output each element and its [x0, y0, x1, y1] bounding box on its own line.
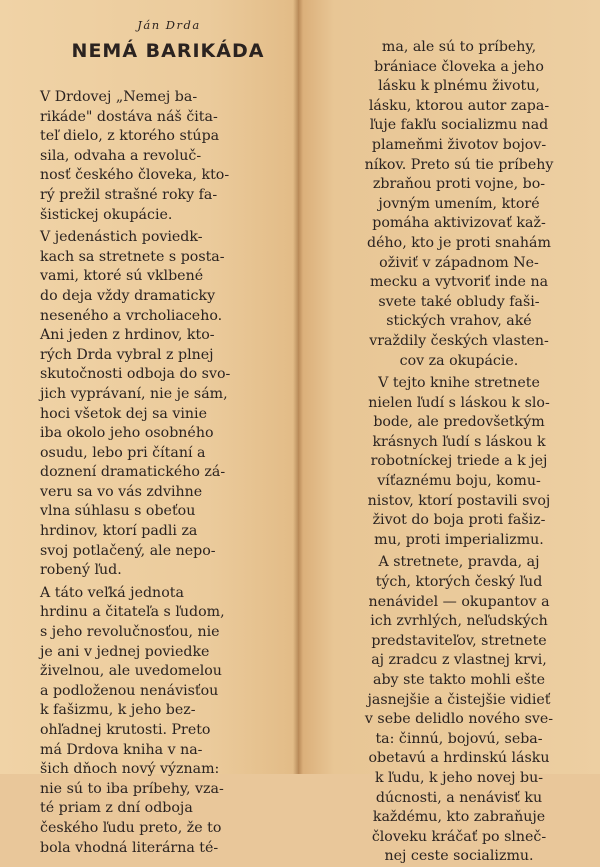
text-line: oživiť v západnom Ne-: [379, 254, 539, 271]
text-line: aj zradcu z vlastnej krvi,: [371, 652, 547, 669]
text-line: rý prežil strašné roky fa-: [40, 186, 218, 203]
text-line: víťaznému boju, komu-: [377, 473, 541, 490]
text-line: zbraňou proti vojne, bo-: [372, 176, 546, 193]
text-line: cov za okupácie.: [399, 352, 519, 369]
text-line: pomáha aktivizovať kaž-: [372, 215, 546, 232]
text-line: dého, kto je proti snahám: [367, 234, 551, 251]
text-line: brániace človeka a jeho: [374, 58, 544, 75]
text-line: sila, odvaha a revoluč-: [40, 147, 202, 164]
text-line: človeku kráčať po slneč-: [371, 828, 547, 845]
text-line: nielen ľudí s láskou k slo-: [368, 394, 550, 411]
text-line: ich zvrhlých, neľudských: [370, 613, 548, 630]
text-line: predstaviteľov, stretnete: [371, 632, 547, 649]
text-line: stických vrahov, aké: [386, 313, 532, 330]
text-line: hrdinu a čitateľa s ľudom,: [40, 604, 225, 621]
text-line: ma, ale sú to príbehy,: [381, 39, 537, 55]
text-line: nistov, ktorí postavili svoj: [367, 492, 551, 509]
text-line: aby ste takto mohli ešte: [373, 672, 545, 688]
right-column: [332, 38, 586, 867]
text-line: krásnych ľudí s láskou k: [372, 433, 546, 450]
text-line: vami, ktoré sú vklbené: [40, 268, 204, 285]
text-line: V Drdovej „Nemej ba-: [40, 89, 198, 105]
text-line: bode, ale predovšetkým: [373, 414, 545, 431]
text-line: jasnejšie a čistejšie vidieť: [367, 691, 551, 708]
text-line: jovným umením, ktoré: [378, 195, 540, 212]
text-line: níkov. Preto sú tie príbehy: [364, 156, 554, 173]
text-line: život do boja proti fašiz-: [372, 512, 546, 529]
author-name: Ján Drda: [137, 18, 201, 32]
text-line: má Drdova kniha v na-: [40, 741, 203, 758]
text-line: v sebe delidlo nového sve-: [364, 711, 554, 728]
text-line: V tejto knihe stretnete: [378, 375, 540, 392]
paragraph: [40, 88, 288, 225]
text-line: bola vhodná literárna té-: [40, 839, 219, 856]
text-line: rikáde" dostáva náš čita-: [40, 108, 218, 125]
paragraph: [332, 374, 586, 550]
text-line: lásku k plnému životu,: [378, 78, 540, 95]
text-line: robotníckej triede a k jej: [370, 453, 548, 470]
text-line: V jedenástich poviedk-: [40, 229, 203, 246]
text-line: mecku a vytvoriť inde na: [369, 274, 549, 291]
text-line: do deja vždy dramaticky: [40, 287, 216, 304]
paragraph: [40, 584, 288, 858]
text-line: a podloženou nenávisťou: [40, 682, 219, 699]
page-gutter: [293, 0, 303, 774]
text-line: vraždily českých vlasten-: [369, 332, 549, 349]
text-line: je ani v jednej poviedke: [40, 643, 210, 660]
left-column: [40, 88, 288, 858]
text-line: jich vyprávaní, nie je sám,: [40, 385, 228, 402]
text-line: robený ľud.: [40, 562, 122, 579]
text-line: svete také obludy faši-: [378, 293, 540, 310]
left-page: [0, 0, 298, 856]
text-line: každému, kto zabraňuje: [372, 809, 546, 826]
text-line: vlna súhlasu s obeťou: [40, 503, 196, 520]
text-line: osudu, lebo pri čítaní a: [40, 444, 206, 461]
text-line: dúcnosti, a nenávisť ku: [375, 789, 543, 806]
text-line: A táto veľká jednota: [40, 584, 184, 601]
text-line: hrdinov, ktorí padli za: [40, 523, 198, 540]
text-line: ľuje fakľu socializmu nad: [369, 117, 549, 134]
text-line: tých, ktorých český ľud: [375, 574, 543, 591]
text-line: Ani jeden z hrdinov, kto-: [40, 327, 215, 344]
text-line: A stretnete, pravda, aj: [378, 554, 540, 571]
text-line: ohľadnej krutosti. Preto: [40, 722, 211, 738]
text-line: šistickej okupácie.: [40, 206, 173, 223]
text-line: té priam z dní odboja: [40, 800, 193, 817]
text-line: k ľudu, k jeho novej bu-: [374, 769, 544, 786]
text-line: lásku, ktorou autor zapa-: [368, 97, 550, 114]
paragraph: [332, 38, 586, 371]
text-line: iba okolo jeho osobného: [40, 425, 214, 442]
text-line: nenávidel — okupantov a: [368, 593, 550, 610]
text-line: šich dňoch nový význam:: [40, 761, 220, 778]
text-line: kach sa stretnete s posta-: [40, 248, 225, 265]
text-line: nej ceste socializmu.: [384, 848, 534, 865]
text-line: teľ dielo, z ktorého stúpa: [40, 128, 220, 145]
article-title: NEMÁ BARIKÁDA: [71, 40, 265, 62]
text-line: ta: činnú, bojovú, seba-: [375, 730, 543, 747]
text-line: nosť českého človeka, kto-: [40, 167, 230, 184]
text-line: doznení dramatického zá-: [40, 464, 226, 481]
text-line: skutočnosti odboja do svo-: [40, 366, 231, 383]
text-line: rých Drda vybral z plnej: [40, 346, 214, 363]
paragraph: [40, 228, 288, 581]
right-page: [298, 0, 600, 865]
text-line: k fašizmu, k jeho bez-: [40, 702, 196, 719]
text-line: svoj potlačený, ale nepo-: [40, 542, 216, 559]
text-line: hoci všetok dej sa vinie: [40, 405, 207, 422]
text-line: českého ľudu preto, že to: [40, 819, 222, 836]
text-line: veru sa vo vás zdvihne: [40, 483, 203, 500]
paragraph: [332, 553, 586, 867]
text-line: živelnou, ale uvedomelou: [40, 663, 222, 680]
text-line: mu, proti imperializmu.: [374, 531, 544, 548]
text-line: nie sú to iba príbehy, vza-: [40, 780, 224, 797]
text-line: plameňmi životov bojov-: [371, 136, 547, 153]
text-line: neseného a vrcholiaceho.: [40, 307, 223, 324]
text-line: s jeho revolučnosťou, nie: [40, 624, 220, 641]
text-line: obetavú a hrdinskú lásku: [368, 750, 550, 767]
